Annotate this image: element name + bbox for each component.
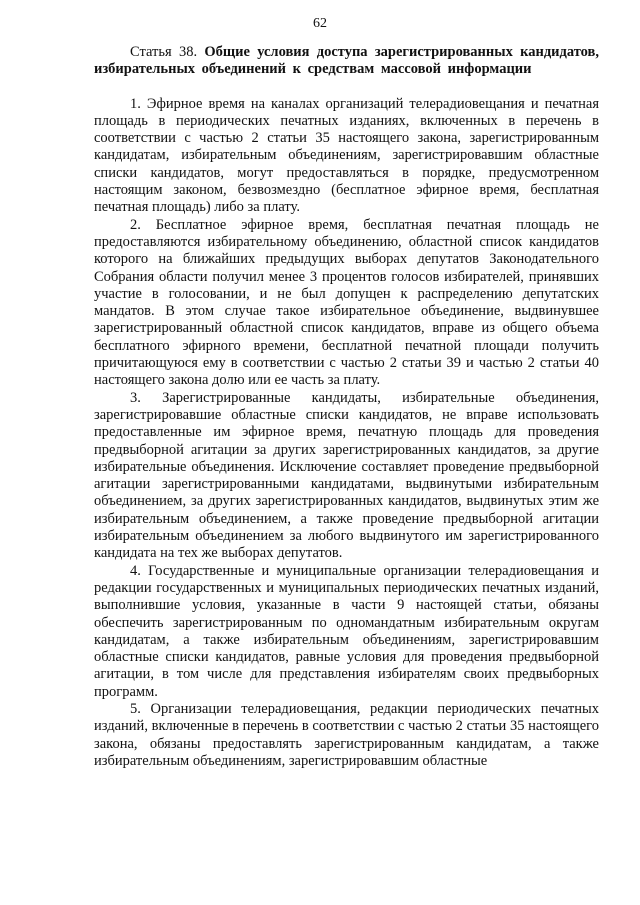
- document-body: [94, 44, 599, 770]
- article-title: Общие условия доступа зарегистрированных кандидатов, избирательных объединений к средствам массовой информации: [94, 44, 600, 78]
- paragraph-2: 2. Бесплатное эфирное время, бесплатная печатная площадь не предоставляются избирательному объединению, областной список кандидатов которого на ближайших предыдущих выборах депутатов Законодательного Собрания области получил менее 3 процентов голосов избирателей, принявших участие в голосовании, и не был допущен к распределению депутатских мандатов. В этом случае такое избирательное объединение, выдвинувшее зарегистрированный областной список кандидатов, вправе из общего объема бесплатного эфирного времени, бесплатной печатной площади получить причитающуюся ему в соответствии с частью 2 статьи 39 и частью 2 статьи 40 настоящего закона долю или ее часть за плату.: [94, 216, 599, 389]
- paragraph-3: 3. Зарегистрированные кандидаты, избирательные объединения, зарегистрировавшие областные списки кандидатов, не вправе использовать предоставленные им эфирное время, печатную площадь для проведения предвыборной агитации за других зарегистрированных кандидатов, за другие избирательные объединения. Исключение составляет проведение предвыборной агитации зарегистрированными кандидатами, выдвинутыми избирательным объединением, за других зарегистрированных кандидатов, выдвинутых этим же избирательным объединением, а также проведение предвыборной агитации избирательным объединением за любого выдвинутого им зарегистрированного кандидата на тех же выборах депутатов.: [94, 389, 599, 562]
- paragraph-1: 1. Эфирное время на каналах организаций телерадиовещания и печатная площадь в периодических печатных изданиях, включенных в перечень в соответствии с частью 2 статьи 35 настоящего закона, зарегистрированным кандидатам, избирательным объединениям, зарегистрировавшим областные списки кандидатов, могут предоставляться в порядке, предусмотренном настоящим законом, безвозмездно (бесплатное эфирное время, бесплатная печатная площадь) либо за плату.: [94, 95, 599, 216]
- article-heading: [94, 44, 599, 79]
- paragraph-4: 4. Государственные и муниципальные организации телерадиовещания и редакции государственных и муниципальных периодических печатных изданий, выполнившие условия, указанные в части 9 настоящей статьи, обязаны обеспечить зарегистрированным по одномандатным избирательным округам кандидатам, а также избирательным объединениям, зарегистрировавшим областные списки кандидатов, равные условия для проведения предвыборной агитации, в том числе для представления избирателям своих предвыборных программ.: [94, 562, 599, 700]
- page-number: 62: [313, 16, 327, 31]
- article-label: Статья 38.: [130, 44, 198, 60]
- paragraph-5: 5. Организации телерадиовещания, редакции периодических печатных изданий, включенные в перечень в соответствии с частью 2 статьи 35 настоящего закона, обязаны предоставлять зарегистрированным кандидатам, а также избирательным объединениям, зарегистрировавшим областные: [94, 700, 599, 769]
